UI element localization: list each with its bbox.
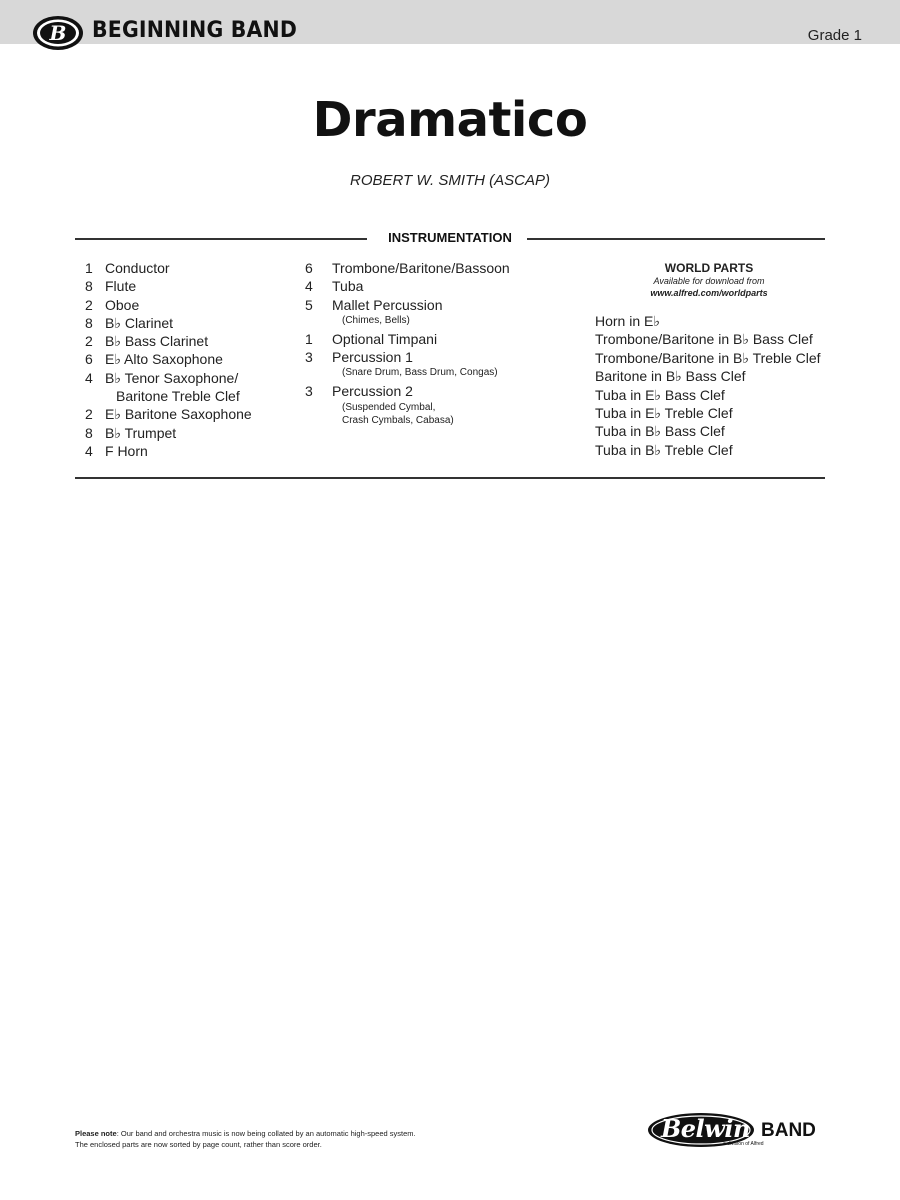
instrument-qty: 3 xyxy=(305,349,313,366)
instrument-qty: 4 xyxy=(85,442,93,459)
instrument-name: Oboe xyxy=(105,296,140,313)
world-parts-item: Horn in E♭ xyxy=(595,313,660,329)
world-parts-item: Baritone in B♭ Bass Clef xyxy=(595,368,746,385)
piece-title: Dramatico xyxy=(312,92,588,148)
world-parts-item: Trombone/Baritone in B♭ Treble Clef xyxy=(595,349,821,366)
instrument-name: B♭ Trumpet xyxy=(105,424,177,441)
world-parts-column xyxy=(595,259,835,459)
instrument-name: F Horn xyxy=(105,442,148,459)
instrument-qty: 6 xyxy=(305,260,313,276)
instrument-item xyxy=(78,369,298,406)
instrument-qty: 1 xyxy=(305,330,313,347)
world-parts-item: Trombone/Baritone in B♭ Bass Clef xyxy=(595,331,813,348)
instrument-item xyxy=(78,405,298,423)
instrument-item xyxy=(78,277,298,295)
instrument-qty: 8 xyxy=(85,314,93,331)
instrument-detail-continuation: Crash Cymbals, Cabasa) xyxy=(342,414,454,426)
instrument-name: Percussion 1 xyxy=(332,349,413,366)
note-line-2: The enclosed parts are now sorted by page count, rather than score order. xyxy=(75,1140,322,1149)
instrument-name: Trombone/Baritone/Bassoon xyxy=(332,260,510,276)
instrument-name: B♭ Clarinet xyxy=(105,314,174,331)
instrument-qty: 2 xyxy=(85,296,93,313)
instrument-item xyxy=(305,277,565,295)
instrument-item xyxy=(78,424,298,442)
note-line-1: : Our band and orchestra music is now being collated by an automatic high-speed system. xyxy=(116,1129,416,1138)
world-parts-item: Tuba in B♭ Bass Clef xyxy=(595,423,725,440)
belwin-brand: Belwin xyxy=(661,1114,750,1143)
instrument-name-continuation: Baritone Treble Clef xyxy=(116,388,240,405)
instrument-name: Tuba xyxy=(332,278,364,295)
instrument-column-1 xyxy=(78,259,298,460)
world-parts-item: Tuba in E♭ Bass Clef xyxy=(595,386,725,403)
instrument-item xyxy=(78,350,298,368)
instrumentation-bottom-rule xyxy=(75,477,825,479)
instrument-name: B♭ Bass Clarinet xyxy=(105,333,209,350)
svg-text:B: B xyxy=(49,21,67,45)
instrument-item xyxy=(305,348,565,379)
instrument-detail: (Snare Drum, Bass Drum, Congas) xyxy=(342,367,498,379)
collation-note xyxy=(75,1128,555,1150)
instrument-qty: 8 xyxy=(85,424,93,441)
instrument-qty: 2 xyxy=(85,333,93,350)
instrument-qty: 4 xyxy=(305,278,313,295)
instrument-qty: 5 xyxy=(305,296,313,313)
composer-credit: ROBERT W. SMITH (ASCAP) xyxy=(349,172,550,189)
instrument-column-2 xyxy=(305,259,565,430)
instrument-item xyxy=(305,382,565,426)
instrument-qty: 2 xyxy=(85,406,93,423)
instrument-name: Percussion 2 xyxy=(332,383,413,400)
instrument-name: Optional Timpani xyxy=(332,330,438,347)
instrument-item xyxy=(78,296,298,314)
instrument-name: Flute xyxy=(105,278,137,295)
instrument-name: B♭ Tenor Saxophone/ xyxy=(105,369,239,386)
instrument-qty: 8 xyxy=(85,278,93,295)
instrument-item xyxy=(305,296,565,327)
instrument-detail: (Chimes, Bells) xyxy=(342,314,410,326)
instrumentation-label: INSTRUMENTATION xyxy=(388,230,512,245)
belwin-division-text: a division of Alfred xyxy=(723,1141,764,1147)
grade-label: Grade 1 xyxy=(807,27,862,44)
instrument-qty: 1 xyxy=(85,260,93,276)
world-parts-title: WORLD PARTS xyxy=(664,261,754,275)
instrumentation-heading xyxy=(75,230,825,248)
instrument-item xyxy=(78,442,298,460)
instrument-qty: 4 xyxy=(85,369,93,386)
world-parts-item: Tuba in E♭ Treble Clef xyxy=(595,405,733,422)
series-label: BEGINNING BAND xyxy=(92,18,298,43)
instrument-item xyxy=(78,314,298,332)
instrument-qty: 3 xyxy=(305,383,313,400)
instrument-name: Conductor xyxy=(105,260,170,276)
instrument-detail: (Suspended Cymbal, xyxy=(342,401,436,413)
instrument-item xyxy=(305,330,565,348)
belwin-band-logo xyxy=(647,1108,827,1152)
belwin-band-text: BAND xyxy=(761,1120,816,1141)
instrument-qty: 6 xyxy=(85,351,93,368)
heading-rule-right xyxy=(527,238,825,240)
instrument-item xyxy=(78,259,298,277)
instrument-item xyxy=(78,332,298,350)
instrument-item xyxy=(305,259,565,277)
beginning-band-logo-icon xyxy=(32,13,84,53)
instrument-name: E♭ Baritone Saxophone xyxy=(105,406,252,423)
instrument-name: Mallet Percussion xyxy=(332,296,443,313)
world-parts-subtitle: Available for download from xyxy=(653,276,765,286)
instrument-name: E♭ Alto Saxophone xyxy=(105,351,223,368)
world-parts-url: www.alfred.com/worldparts xyxy=(650,288,768,298)
world-parts-item: Tuba in B♭ Treble Clef xyxy=(595,441,733,458)
note-label: Please note xyxy=(75,1129,117,1138)
